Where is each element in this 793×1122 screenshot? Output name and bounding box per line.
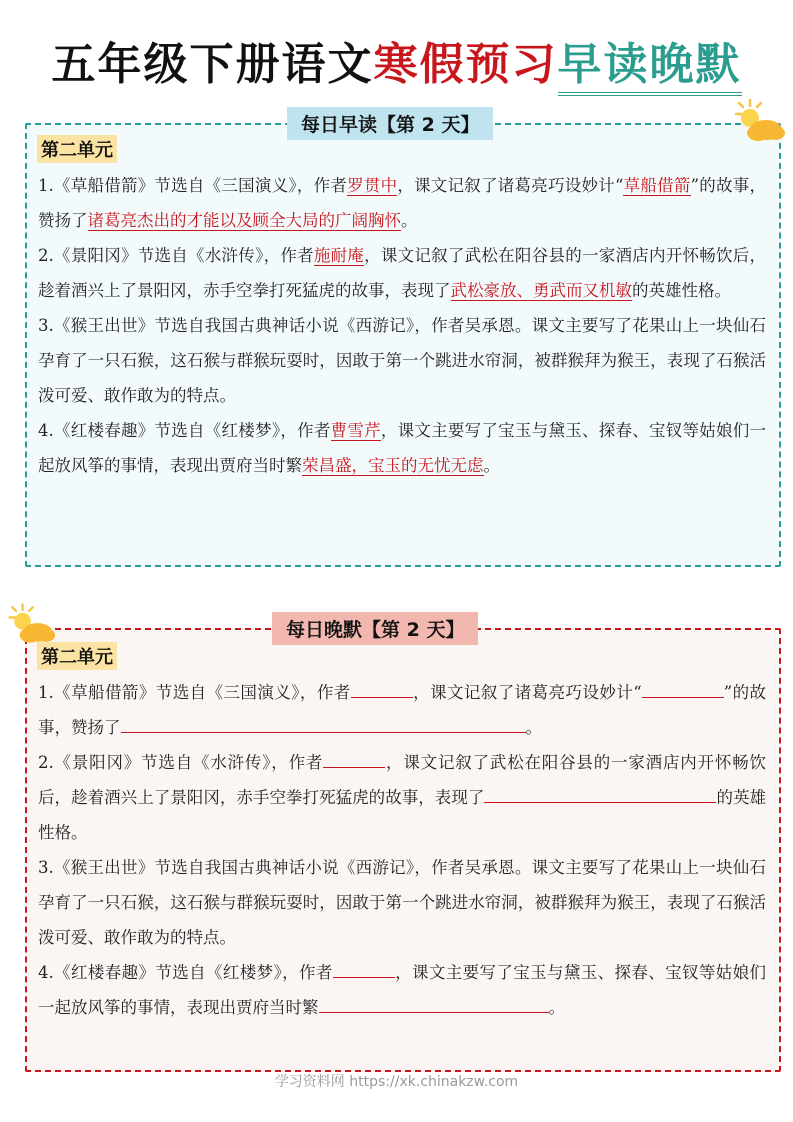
- morning-item-4: 4.《红楼春趣》节选自《红楼梦》，作者曹雪芹，课文主要写了宝玉与黛玉、探春、宝钗等姑娘们一起放风筝的事情，表现出贾府当时繁荣昌盛，宝玉的无忧无虑。: [38, 421, 767, 475]
- answer: 武松豪放、勇武而又机敏: [450, 281, 632, 300]
- answer: 罗贯中: [347, 176, 398, 195]
- answer: 诸葛亮杰出的才能以及顾全大局的广阔胸怀: [87, 211, 401, 230]
- evening-item-3: 3.《猴王出世》节选自我国古典神话小说《西游记》，作者吴承恩。课文主要写了花果山上一块仙石孕育了一只石猴，这石猴与群猴玩耍时，因敢于第一个跳进水帘洞，被群猴拜为猴王，表现了石猴活泼可爱、敢作敢为的特点。: [38, 858, 766, 947]
- sun-cloud-icon: [728, 96, 788, 146]
- page-title: [0, 28, 793, 92]
- blank-field[interactable]: [484, 784, 716, 803]
- morning-item-3: 3.《猴王出世》节选自我国古典神话小说《西游记》，作者吴承恩。课文主要写了花果山上一块仙石孕育了一只石猴，这石猴与群猴玩耍时，因敢于第一个跳进水帘洞，被群猴拜为猴王，表现了石猴活泼可爱、敢作敢为的特点。: [38, 316, 766, 405]
- sun-cloud-icon: [2, 600, 58, 648]
- morning-item-1: 1.《草船借箭》节选自《三国演义》，作者罗贯中，课文记叙了诸葛亮巧设妙计“草船借箭”的故事，赞扬了诸葛亮杰出的才能以及顾全大局的广阔胸怀。: [38, 176, 767, 230]
- evening-item-2: 2.《景阳冈》节选自《水浒传》，作者 ，课文记叙了武松在阳谷县的一家酒店内开怀畅饮后，趁着酒兴上了景阳冈，赤手空拳打死猛虎的故事，表现了 的英雄性格。: [38, 745, 766, 850]
- blank-field[interactable]: [319, 994, 507, 1013]
- footer-source: 学习资料网 https://xk.chinakzw.com: [274, 1074, 519, 1090]
- blank-field[interactable]: [333, 959, 395, 978]
- evening-banner: 每日晚默【第 2 天】: [272, 612, 478, 645]
- morning-item-2: 2.《景阳冈》节选自《水浒传》，作者施耐庵，课文记叙了武松在阳谷县的一家酒店内开怀畅饮后，趁着酒兴上了景阳冈，赤手空拳打死猛虎的故事，表现了武松豪放、勇武而又机敏的英雄性格。: [38, 246, 767, 300]
- blank-field[interactable]: [351, 679, 413, 698]
- evening-item-4: 4.《红楼春趣》节选自《红楼梦》，作者 ，课文主要写了宝玉与黛玉、探春、宝钗等姑娘们一起放风筝的事情，表现出贾府当时繁 。: [38, 955, 766, 1025]
- title-preview: 寒假预习: [373, 39, 558, 90]
- morning-banner: 每日早读【第 2 天】: [287, 107, 493, 140]
- blank-field[interactable]: [121, 714, 526, 733]
- blank-field[interactable]: [507, 994, 549, 1013]
- title-grade: 五年级下册语文: [51, 39, 374, 90]
- blank-field[interactable]: [642, 679, 724, 698]
- answer: 曹雪芹: [330, 421, 381, 440]
- answer: 荣昌盛，宝玉的无忧无虑: [302, 456, 484, 475]
- morning-unit-label: 第二单元: [37, 135, 117, 163]
- title-morning-evening: 早读晚默: [558, 39, 742, 96]
- evening-content: [38, 675, 766, 1025]
- morning-content: [38, 168, 766, 483]
- answer: 草船借箭: [623, 176, 691, 195]
- blank-field[interactable]: [323, 749, 385, 768]
- evening-item-1: 1.《草船借箭》节选自《三国演义》，作者 ，课文记叙了诸葛亮巧设妙计“ ”的故事，赞扬了 。: [38, 675, 766, 745]
- evening-unit-label: 第二单元: [37, 642, 117, 670]
- answer: 施耐庵: [313, 246, 365, 265]
